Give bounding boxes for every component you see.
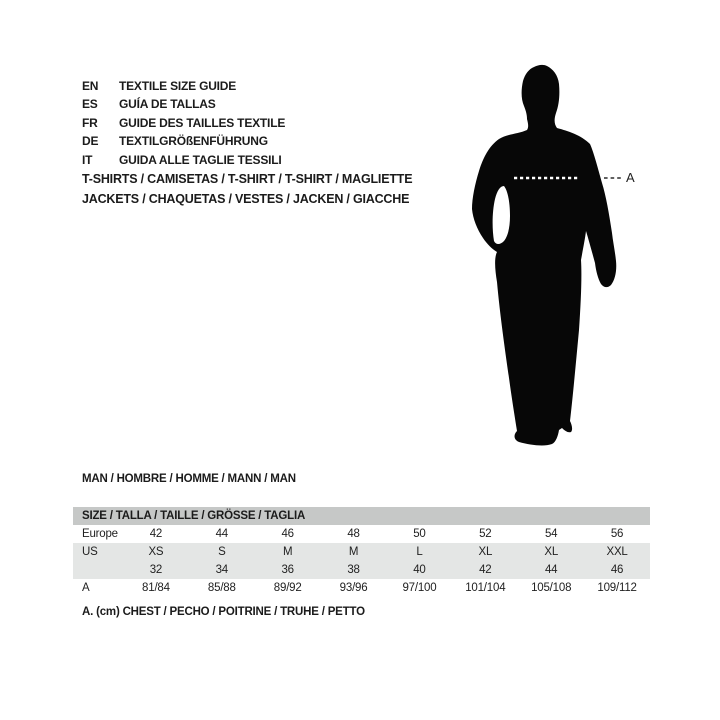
size-cell: 81/84: [142, 582, 170, 594]
size-cell: 44: [215, 528, 229, 540]
size-cell: 42: [479, 564, 492, 576]
size-cell: 46: [610, 564, 624, 576]
size-cell: M: [348, 546, 359, 558]
language-code: DE: [82, 134, 99, 149]
language-row: [82, 132, 285, 150]
language-label: TEXTILGRÖßENFÜHRUNG: [119, 134, 268, 149]
language-code: FR: [82, 115, 98, 130]
size-cell: 52: [479, 528, 492, 540]
language-row: [82, 77, 285, 95]
size-cell: 85/88: [207, 582, 236, 594]
language-code: EN: [82, 79, 99, 93]
size-cell: L: [416, 546, 423, 558]
size-cell: XL: [478, 546, 493, 558]
product-types-line1: T-SHIRTS / CAMISETAS / T-SHIRT / T-SHIRT / MAGLIETTE: [82, 172, 413, 186]
language-row: [82, 95, 285, 113]
size-cell: XXL: [606, 546, 628, 558]
row-label: US: [82, 546, 98, 558]
size-cell: 56: [610, 528, 624, 540]
table-row-europe: [73, 525, 650, 543]
table-row-us: [73, 543, 650, 561]
size-cell: 93/96: [339, 582, 368, 594]
size-cell: 89/92: [273, 582, 302, 594]
footnote-chest: A. (cm) CHEST / PECHO / POITRINE / TRUHE / PETTO: [82, 606, 365, 618]
language-label: TEXTILE SIZE GUIDE: [119, 79, 237, 93]
size-cell: 44: [544, 564, 558, 576]
size-cell: 97/100: [402, 582, 437, 594]
row-label: A: [82, 582, 90, 594]
size-cell: 105/108: [531, 582, 572, 594]
size-cell: XS: [148, 546, 164, 558]
measure-label-a: A: [626, 170, 635, 185]
size-cell: M: [282, 546, 293, 558]
language-code: IT: [82, 152, 93, 167]
language-code: ES: [82, 97, 98, 112]
row-label: Europe: [82, 528, 118, 540]
size-cell: S: [218, 546, 226, 558]
size-table-header: SIZE / TALLA / TAILLE / GRÖSSE / TAGLIA: [73, 507, 650, 525]
table-row-alt-sizes: [73, 561, 650, 579]
language-label: GUIDE DES TAILLES TEXTILE: [119, 115, 286, 130]
table-row-chest-a: [73, 579, 650, 597]
language-row: [82, 114, 285, 132]
section-title-man: MAN / HOMBRE / HOMME / MANN / MAN: [82, 473, 296, 485]
man-silhouette: [472, 65, 616, 446]
size-cell: 46: [281, 528, 294, 540]
language-row: [82, 151, 285, 169]
product-types-line2: JACKETS / CHAQUETAS / VESTES / JACKEN / GIACCHE: [82, 191, 410, 206]
size-cell: 38: [347, 564, 360, 576]
size-cell: XL: [544, 546, 559, 558]
size-cell: 48: [347, 528, 360, 540]
size-cell: 34: [215, 564, 229, 576]
language-label: GUIDA ALLE TAGLIE TESSILI: [119, 152, 282, 167]
product-types: [82, 170, 412, 209]
size-table: [73, 507, 650, 597]
size-cell: 109/112: [597, 582, 637, 594]
size-cell: 101/104: [465, 582, 506, 594]
size-cell: 54: [544, 528, 558, 540]
size-cell: 42: [149, 528, 163, 540]
size-cell: 50: [413, 528, 426, 540]
language-label: GUÍA DE TALLAS: [119, 97, 216, 112]
size-cell: 32: [149, 564, 163, 576]
language-guide: [82, 77, 285, 169]
size-cell: 40: [413, 564, 426, 576]
size-cell: 36: [281, 564, 294, 576]
